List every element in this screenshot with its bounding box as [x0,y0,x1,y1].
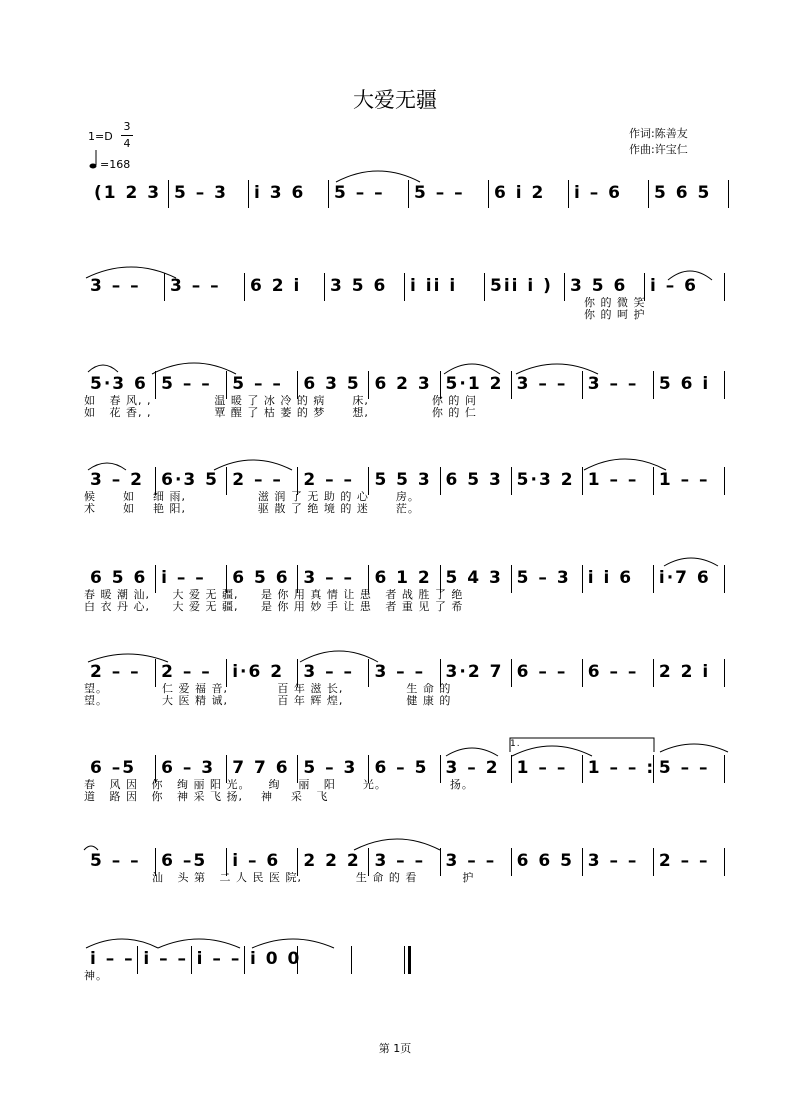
slur [336,171,420,182]
measure: 3 – – [374,851,426,871]
lyric-line: 春 风 因 你 绚 丽 阳 光。 绚 丽 阳 光。 扬。 [84,779,474,791]
lyric-line: 望。 大 医 精 诚, 百 年 辉 煌, 健 康 的 [84,695,452,707]
lyric-line: 如 春 风, , 温 暖 了 冰 冷 的 病 床, 你 的 问 [84,395,477,407]
measure: 3·2 7 [445,662,504,682]
slur [88,463,126,470]
slur [214,460,292,470]
measure: 5 – – [90,851,141,871]
lyric-line: 你 的 微 笑 [584,297,646,309]
measure: 3 – – [516,374,568,394]
measure: i i 6 [587,568,634,588]
slur [88,654,168,662]
measure: 6 – – [587,662,639,682]
slur [354,839,440,850]
slur [660,744,728,752]
lyric-line: 神。 [84,970,108,982]
measure: 6 5 6 [232,568,290,588]
lyric-line: 道 路 因 你 神 采 飞 扬, 神 采 飞 [84,791,329,803]
measure: 2 – – [161,662,212,682]
measure: 6 5 3 [445,470,503,490]
measure: 3 – 2 [90,470,144,490]
measure: 5 4 3 [445,568,503,588]
slur [446,748,498,756]
measure: 5 – – [334,183,385,203]
measure: 3 – – [587,374,639,394]
measure: 6 – – [516,662,568,682]
measure: 5·3 6 [90,374,148,394]
slur [584,459,666,470]
slur [444,364,500,374]
slur [516,364,598,374]
slur [88,365,118,372]
lyric-line: 白 衣 丹 心, 大 爱 无 疆, 是 你 用 妙 手 让 患 者 重 见 了 希 [84,601,464,613]
measure: 6 1 2 [374,568,432,588]
measure: 2 – – [658,851,710,871]
measure: 1 – – [587,470,639,490]
measure: i – – [161,568,206,588]
measure: 2 2 2 [303,851,361,871]
measure: i – 6 [574,183,622,203]
slur [152,363,236,374]
lyric-line: 春 暖 潮 汕, 大 爱 无 疆, 是 你 用 真 情 让 患 者 战 胜 了 绝 [84,589,464,601]
time-signature-bottom: 4 [123,137,131,150]
measure: 5 – – [232,374,283,394]
lyric-line: 如 花 香, , 覃 醒 了 枯 萎 的 梦 想, 你 的 仁 [84,407,477,419]
measure: 5 – 3 [516,568,571,588]
measure: 5 5 3 [374,470,432,490]
measure: i·7 6 [658,568,711,588]
measure: 2 – – [90,662,141,682]
measure: 3 – 2 [445,758,500,778]
measure: i 0 0 [250,949,302,969]
lyric-line: 望。 仁 爱 福 音, 百 年 滋 长, 生 命 的 [84,683,452,695]
measure: 3 – – [303,662,354,682]
measure: 3 – – [90,276,141,296]
measure: (1 2 3 [94,183,162,203]
measure: 6 –5 [161,851,208,871]
song-title: 大爱无疆 [353,88,437,112]
measure: 5 6 i [658,374,711,394]
measure: 5ii i ) [490,276,553,296]
slur [158,939,240,948]
measure: 5·3 2 [516,470,575,490]
measure: 2 – – [303,470,354,490]
measure: 1 – – : [587,758,656,778]
slur [668,271,712,280]
measure: 5 – 3 [303,758,358,778]
measure: 1 – – [658,470,710,490]
lyric-line: 你 的 呵 护 [584,309,646,321]
measure: 5·1 2 [445,374,504,394]
measure: 2 – – [232,470,283,490]
slur [86,267,176,278]
measure: 3 5 6 [330,276,388,296]
measure: 5 – – [414,183,465,203]
measure: 5 – – [161,374,212,394]
key-signature: 1=D [88,130,113,143]
measure: i·6 2 [232,662,285,682]
measure: 3 – – [303,568,354,588]
measure: 7 7 6 [232,758,290,778]
volta-label: 1. [510,739,521,749]
time-signature-top: 3 [123,120,131,133]
measure: 2 2 i [658,662,711,682]
measure: 3 – – [445,851,497,871]
measure: 6 6 5 [516,851,574,871]
lyric-line: 候 如 细 雨, 滋 润 了 无 助 的 心 房。 [84,491,420,503]
volta-bracket [510,738,654,752]
measure: 3 – – [170,276,221,296]
measure: i – – [143,949,188,969]
measure: 5 – – [658,758,710,778]
measure: 3 5 6 [570,276,628,296]
slur [252,939,334,948]
measure: 6 5 6 [90,568,148,588]
measure: i 3 6 [254,183,306,203]
measure: 6 2 3 [374,374,432,394]
measure: 6 2 i [250,276,302,296]
measure: 6·3 5 [161,470,219,490]
measure: 5 6 5 [654,183,712,203]
slur [512,746,592,756]
measure: 6 3 5 [303,374,361,394]
measure: 6 i 2 [494,183,546,203]
measure: 6 –5 [90,758,137,778]
lyric-line: 术 如 艳 阳, 驱 散 了 绝 境 的 迷 茫。 [84,503,420,515]
page-number: 第 1页 [378,1042,412,1055]
measure: i – 6 [650,276,698,296]
measure: i – 6 [232,851,281,871]
measure: 3 – – [374,662,426,682]
slur [664,558,718,566]
slur [300,651,378,662]
tempo-marking: =168 [100,158,131,171]
measure: 1 – – [516,758,568,778]
measure: i – – [196,949,242,969]
measure: 6 – 3 [161,758,216,778]
measure: 5 – 3 [174,183,228,203]
slur [84,846,98,850]
slur [86,939,158,948]
composer-credit: 作曲:许宝仁 [629,143,688,156]
lyricist-credit: 作词:陈善友 [629,127,688,140]
measure: i ii i [410,276,458,296]
lyric-line: 汕 头 第 二 人 民 医 院, 生 命 的 看 护 [152,872,475,884]
measure: i – – [90,949,135,969]
measure: 6 – 5 [374,758,429,778]
measure: 3 – – [587,851,639,871]
